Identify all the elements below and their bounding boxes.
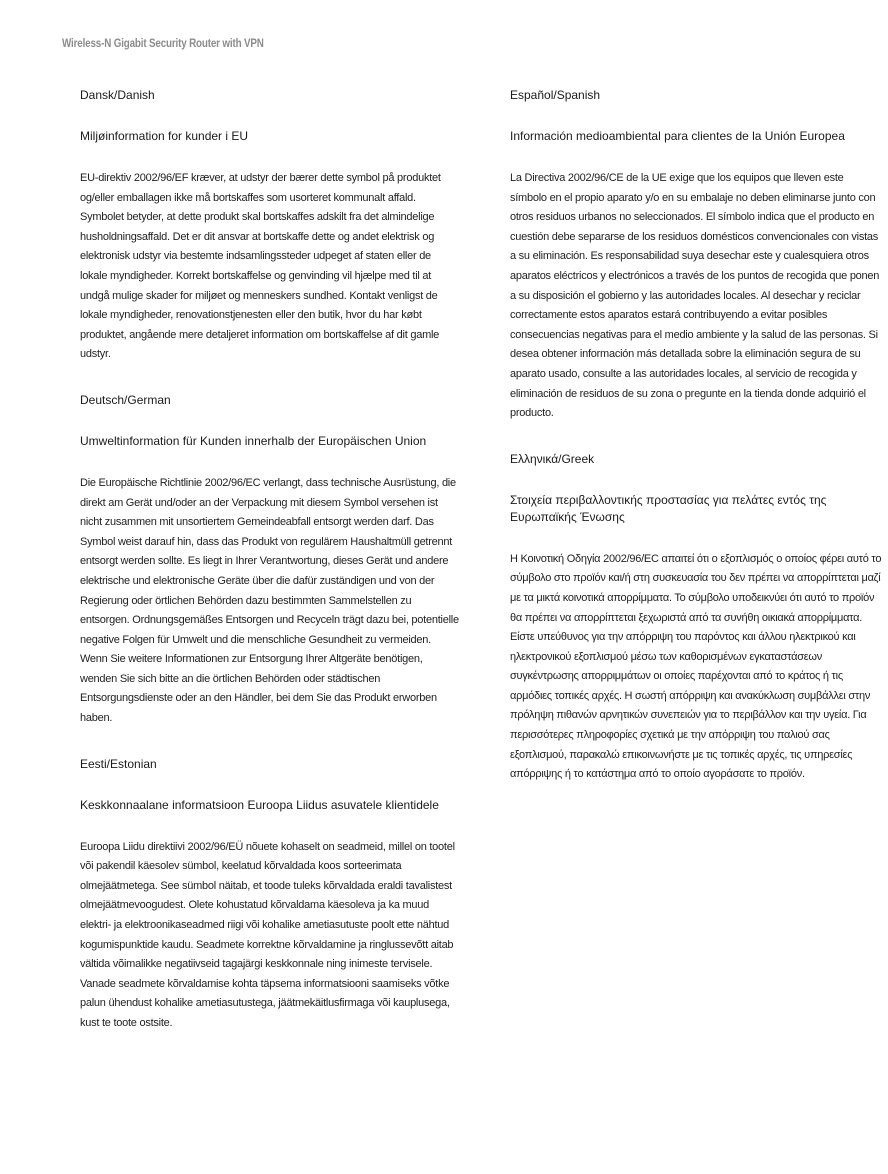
section-language-heading: Ελληνικά/Greek [510, 451, 595, 466]
section-danish [80, 88, 460, 365]
section-body: Η Κοινοτική Οδηγία 2002/96/EC απαιτεί ότι ο εξοπλισμός ο οποίος φέρει αυτό το σύμβολο στο προϊόν και/ή στη συσκευασία του δεν πρέπει να απορρίπτεται μαζί με τα μικτά κοινοτικά απορρίμματα. Το σύμβολο υποδεικνύει ότι αυτό το προϊόν θα πρέπει να απορρίπτεται ξεχωριστά από τα συνήθη οικιακά απορρίμματα. Είστε υπεύθυνος για την απόρριψη του παρόντος και άλλου ηλεκτρικού και ηλεκτρονικού εξοπλισμού μέσω των καθορισμένων εγκαταστάσεων συγκέντρωσης απορριμμάτων οι οποίες παρέχονται από το κράτος ή τις αρμόδιες τοπικές αρχές. Η σωστή απόρριψη και ανακύκλωση συμβάλλει στην πρόληψη πιθανών αρνητικών συνεπειών για το περιβάλλον και την υγεία. Για περισσότερες πληροφορίες σχετικά με την απόρριψη του παλιού σας εξοπλισμού, παρακαλώ επικοινωνήστε με τις τοπικές αρχές, τις υπηρεσίες απόρριψης ή το κατάστημα από το οποίο αγοράσατε το προϊόν. [510, 552, 882, 781]
running-header: Wireless-N Gigabit Security Router with VPN [62, 36, 264, 50]
section-title: Información medioambiental para clientes de la Unión Europea [510, 129, 845, 143]
section-title: Miljøinformation for kunder i EU [80, 129, 249, 143]
section-body: Die Europäische Richtlinie 2002/96/EC verlangt, dass technische Ausrüstung, die direkt am Gerät und/oder an der Verpackung mit diesem Symbol versehen ist nicht zusammen mit unsortiertem Gemeindeabfall entsorgt werden darf. Das Symbol weist darauf hin, dass das Produkt von regulärem Haushaltmüll getrennt entsorgt werden sollte. Es liegt in Ihrer Verantwortung, dieses Gerät und andere elektrische und elektronische Geräte über die dafür zuständigen und von der Regierung oder örtlichen Behörden dazu bestimmten Sammelstellen zu entsorgen. Ordnungsgemäßes Entsorgen und Recyceln trägt dazu bei, potentielle negative Folgen für Umwelt und die menschliche Gesundheit zu vermeiden. Wenn Sie weitere Informationen zur Entsorgung Ihrer Altgeräte benötigen, wenden Sie sich bitte an die örtlichen Behörden oder städtischen Entsorgungsdienste oder an den Händler, bei dem Sie das Produkt erworben haben. [80, 476, 459, 725]
left-column [80, 88, 460, 1062]
section-greek [510, 452, 882, 785]
section-title: Umweltinformation für Kunden innerhalb der Europäischen Union [80, 433, 427, 448]
section-language-heading: Dansk/Danish [80, 88, 155, 102]
section-body: EU-direktiv 2002/96/EF kræver, at udstyr der bærer dette symbol på produktet og/eller emballagen ikke må bortskaffes som usorteret kommunalt affald. Symbolet betyder, at dette produkt skal bortskaffes adskilt fra det almindelige husholdningsaffald. Det er dit ansvar at bortskaffe dette og andet elektrisk og elektronisk udstyr via bestemte indsamlingssteder udpeget af staten eller de lokale myndigheder. Korrekt bortskaffelse og genvinding vil hjælpe med til at undgå mulige skader for miljøet og menneskers sundhed. Kontakt venligst de lokale myndigheder, renovationstjenesten eller den butik, hvor du har købt produktet, angående mere detaljeret information om bortskaffelse af dit gamle udstyr. [80, 172, 441, 361]
section-spanish [510, 88, 882, 424]
section-title: Keskkonnaalane informatsioon Euroopa Liidus asuvatele klientidele [80, 797, 439, 812]
section-language-heading: Eesti/Estonian [80, 756, 157, 771]
section-body: La Directiva 2002/96/CE de la UE exige que los equipos que lleven este símbolo en el propio aparato y/o en su embalaje no deben eliminarse junto con otros residuos urbanos no seleccionados. El símbolo indica que el producto en cuestión debe separarse de los residuos domésticos convencionales con vistas a su eliminación. Es responsabilidad suya desechar este y cualesquiera otros aparatos eléctricos y electrónicos a través de los puntos de recogida que ponen a su disposición el gobierno y las autoridades locales. Al desechar y reciclar correctamente estos aparatos estará contribuyendo a evitar posibles consecuencias negativas para el medio ambiente y la salud de las personas. Si desea obtener información más detallada sobre la eliminación segura de su aparato usado, consulte a las autoridades locales, al servicio de recogida y eliminación de residuos de su zona o pregunte en la tienda donde adquirió el producto. [510, 172, 880, 420]
section-title: Στοιχεία περιβαλλοντικής προστασίας για πελάτες εντός της Ευρωπαϊκής Ένωσης [510, 492, 827, 524]
section-language-heading: Deutsch/German [80, 392, 171, 407]
right-column [510, 88, 882, 813]
section-german [80, 393, 460, 729]
section-estonian [80, 757, 460, 1034]
section-body: Euroopa Liidu direktiivi 2002/96/EÜ nõuete kohaselt on seadmeid, millel on tootel või pakendil käesolev sümbol, keelatud kõrvaldada koos sorteerimata olmejäätmetega. See sümbol näitab, et toode tuleks kõrvaldada eraldi tavalistest olmejäätmevoogudest. Olete kohustatud kõrvaldama käesoleva ja ka muud elektri- ja elektroonikaseadmed riigi või kohalike ametiasutuste poolt ette nähtud kogumispunktide kaudu. Seadmete korrektne kõrvaldamine ja ringlussevõtt aitab vältida võimalikke negatiivseid tagajärgi keskkonnale ning inimeste tervisele. Vanade seadmete kõrvaldamise kohta täpsema informatsiooni saamiseks võtke palun ühendust kohalike ametiasutustega, jäätmekäitlusfirmaga või kauplusega, kust te toote ostsite. [80, 840, 455, 1029]
section-language-heading: Español/Spanish [510, 88, 601, 102]
